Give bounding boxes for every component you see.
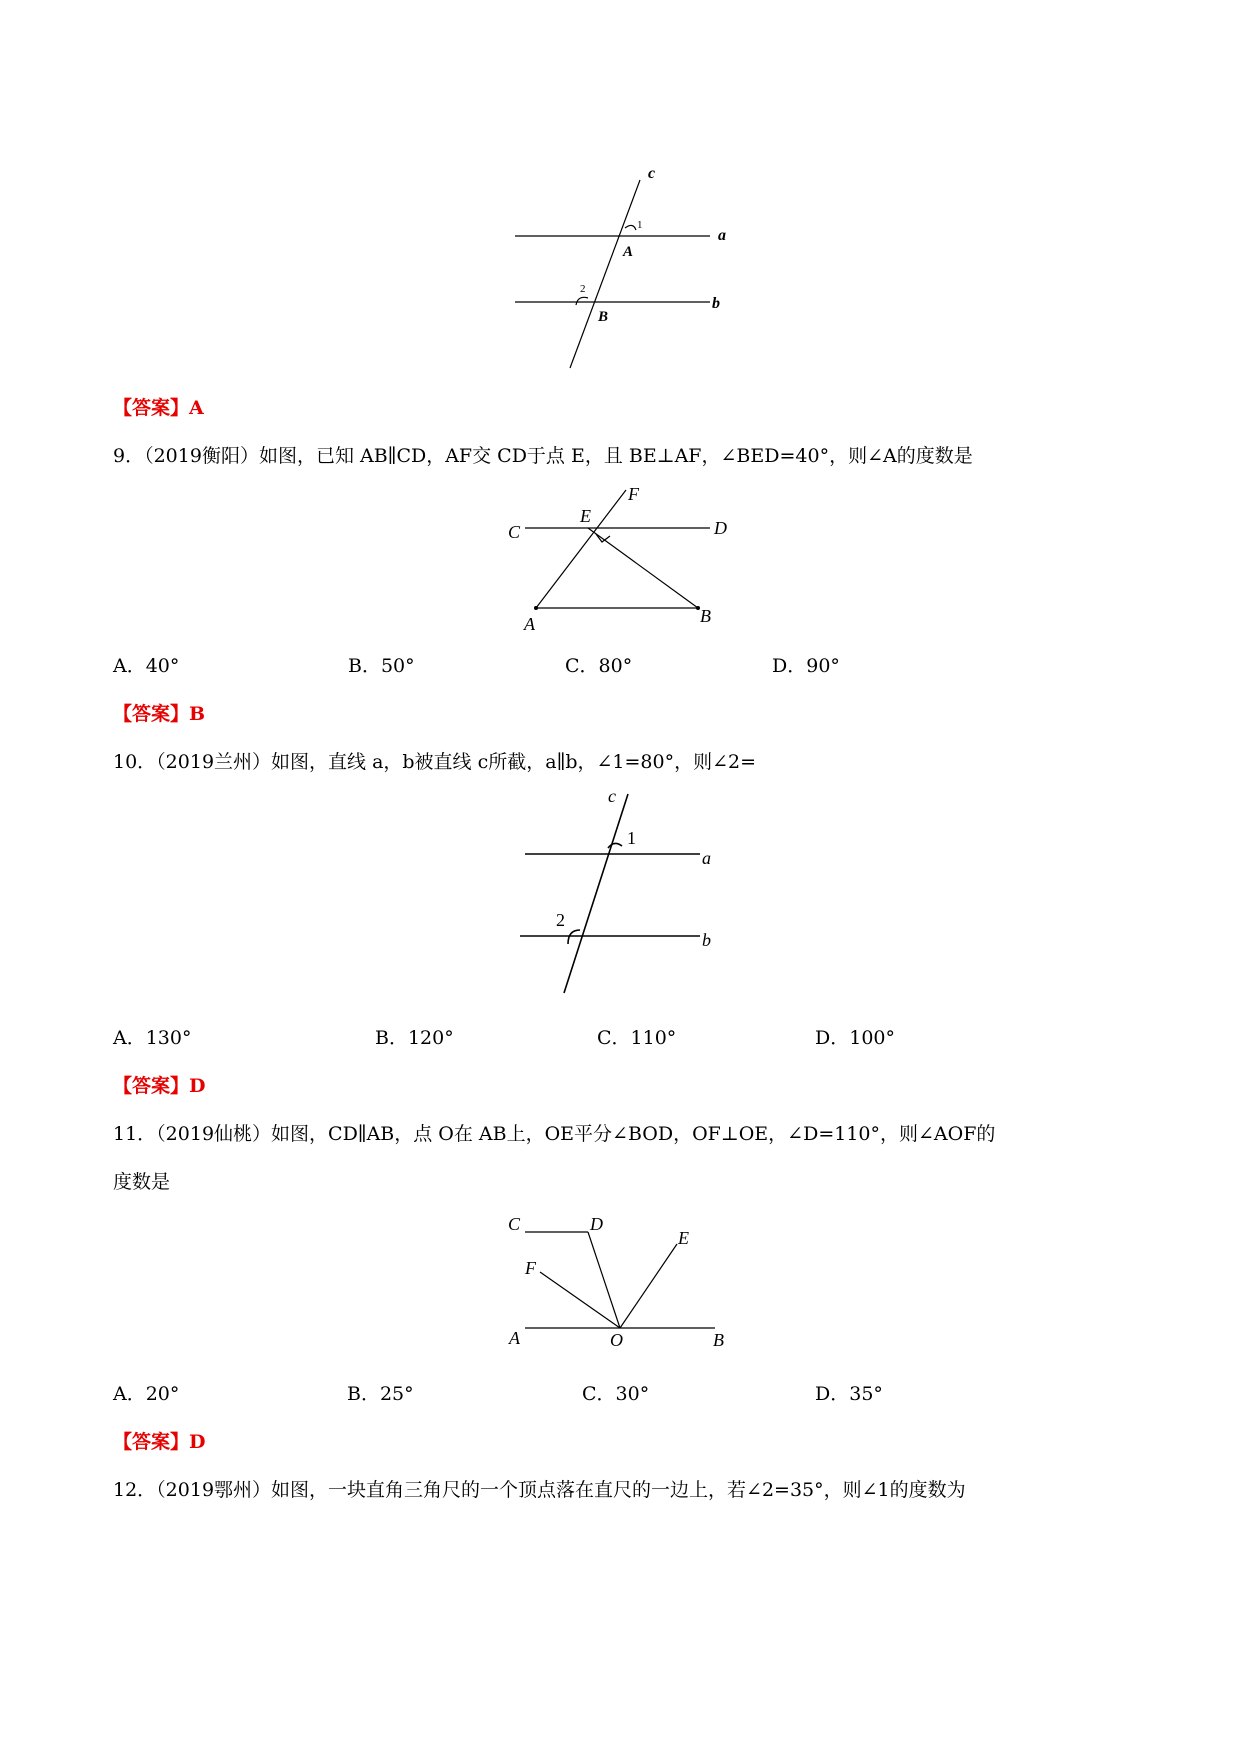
label-1: 1 (627, 828, 636, 848)
question-11-text-line2: 度数是 (113, 1171, 171, 1193)
label-F: F (525, 1258, 536, 1278)
question-9-text: 9．（2019衡阳）如图，已知 AB∥CD，AF交 CD于点 E，且 BE⊥AF，∠BED=40°，则∠A的度数是 (113, 445, 973, 467)
q9-option-c: C．80° (565, 655, 633, 677)
answer-q10: 【答案】D (113, 1075, 206, 1097)
figure-parallel-lines-q8 (500, 160, 750, 370)
label-c: c (608, 786, 616, 806)
label-A: A (509, 1328, 520, 1348)
q9-option-b: B．50° (348, 655, 415, 677)
q10-option-b: B．120° (375, 1027, 454, 1049)
answer-q11: 【答案】D (113, 1431, 206, 1453)
label-B: B (713, 1330, 724, 1350)
q10-option-a: A．130° (113, 1027, 192, 1049)
label-A: A (623, 244, 634, 260)
q11-option-c: C．30° (582, 1383, 650, 1405)
label-A: A (524, 614, 535, 634)
question-12-text: 12．（2019鄂州）如图，一块直角三角尺的一个顶点落在直尺的一边上，若∠2=35°，则∠1的度数为 (113, 1479, 966, 1501)
label-D: D (714, 518, 727, 538)
label-a: a (702, 848, 711, 868)
label-b: b (702, 930, 711, 950)
q11-option-b: B．25° (347, 1383, 414, 1405)
label-2: 2 (556, 910, 565, 930)
label-a: a (718, 227, 726, 244)
q9-option-a: A．40° (113, 655, 180, 677)
label-F: F (628, 484, 639, 504)
label-1: 1 (637, 219, 643, 231)
q10-option-c: C．110° (597, 1027, 677, 1049)
label-B: B (598, 309, 609, 325)
label-C: C (508, 522, 521, 542)
label-E: E (580, 506, 591, 526)
figure-q9 (500, 480, 760, 640)
question-11-text-line1: 11．（2019仙桃）如图，CD∥AB，点 O在 AB上，OE平分∠BOD，OF⊥OE，∠D=110°，则∠AOF的 (113, 1123, 996, 1145)
question-10-text: 10．（2019兰州）如图，直线 a，b被直线 c所截，a∥b，∠1=80°，则∠2= (113, 751, 757, 773)
q11-option-d: D．35° (815, 1383, 883, 1405)
label-c: c (648, 165, 656, 182)
figure-q11 (500, 1208, 750, 1358)
label-D: D (590, 1214, 603, 1234)
label-C: C (508, 1214, 521, 1234)
answer-q8: 【答案】A (113, 397, 204, 419)
label-B: B (700, 606, 711, 626)
label-b: b (712, 295, 720, 312)
q10-option-d: D．100° (815, 1027, 895, 1049)
q11-option-a: A．20° (113, 1383, 180, 1405)
answer-q9: 【答案】B (113, 703, 206, 725)
label-2: 2 (580, 283, 586, 295)
figure-parallel-lines-q10 (510, 788, 730, 998)
label-E: E (678, 1228, 689, 1248)
label-O: O (610, 1330, 623, 1350)
q9-option-d: D．90° (772, 655, 840, 677)
